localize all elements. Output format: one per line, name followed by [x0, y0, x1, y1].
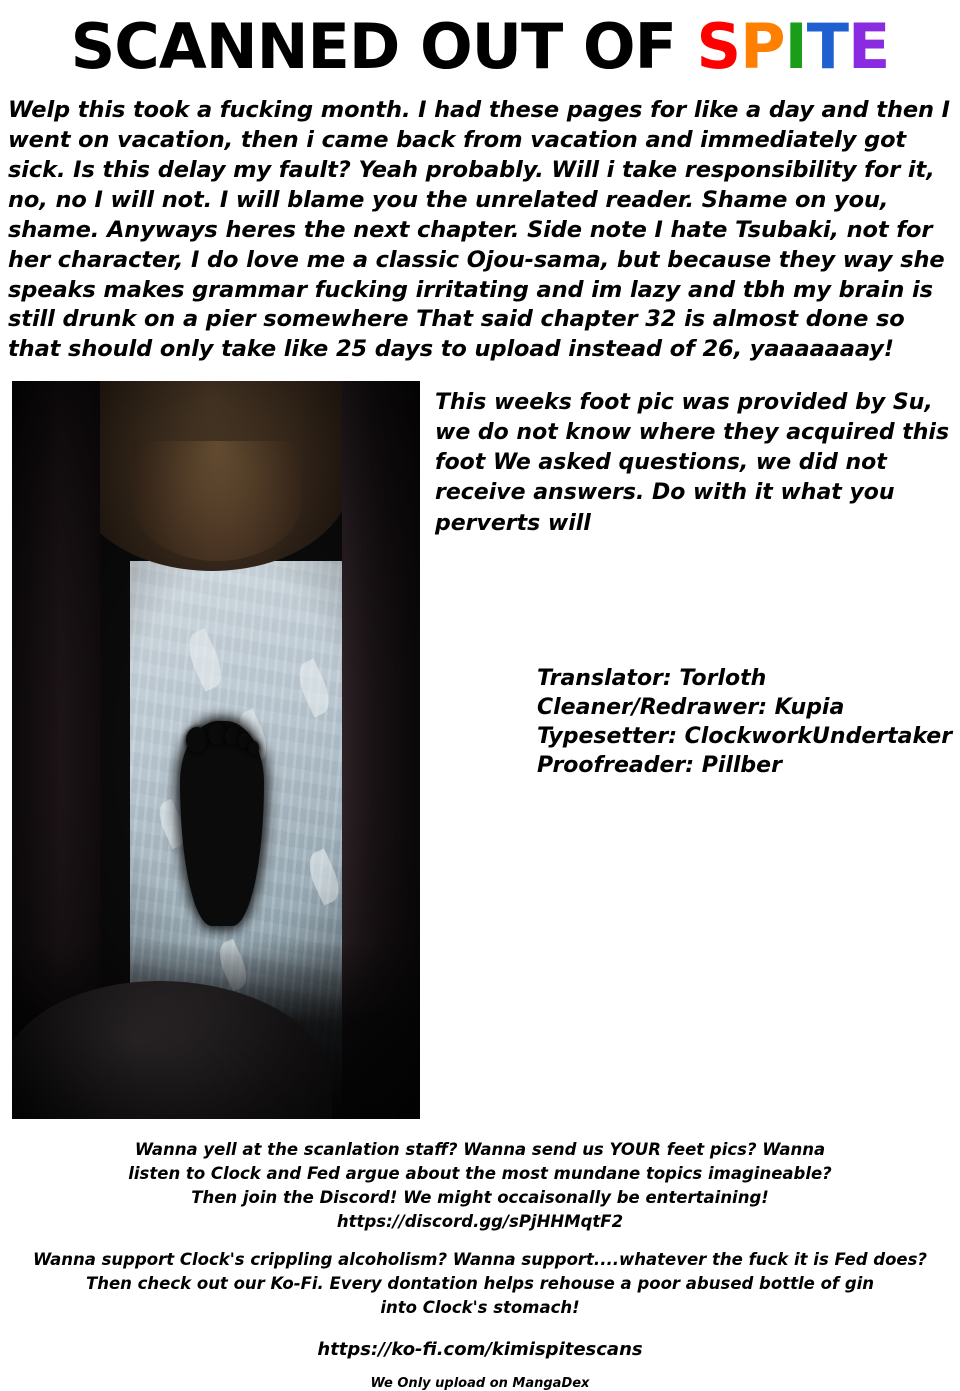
- photo-vignette: [12, 381, 420, 1119]
- kofi-pitch: [0, 1248, 960, 1320]
- kofi-link[interactable]: https://ko-fi.com/kimispitescans: [317, 1339, 643, 1361]
- kofi-line-3: into Clock's stomach!: [380, 1297, 580, 1317]
- discord-link[interactable]: https://discord.gg/sPjHHMqtF2: [336, 1211, 624, 1231]
- title-rainbow-letter: P: [740, 10, 785, 83]
- discord-pitch: [0, 1138, 960, 1234]
- intro-paragraph: Welp this took a fucking month. I had these pages for like a day and then I went on vacation, then i came back from vacation and immediately got sick. Is this delay my fault? Yeah probably. Will i take responsibility for it, no, no I will not. I will blame you the unrelated reader. Shame on you, shame. Anyways heres the next chapter. Side note I hate Tsubaki, not for her character, I do love me a classic Ojou-sama, but because they way she speaks makes grammar fucking irritating and im lazy and tbh my brain is still drunk on a pier somewhere That said chapter 32 is almost done so that should only take like 25 days to upload instead of 26, yaaaaaaay!: [8, 97, 950, 363]
- discord-line-2: listen to Clock and Fed argue about the most mundane topics imagineable?: [128, 1163, 832, 1183]
- title-rainbow-text: [697, 10, 890, 83]
- credit-cleaner: Cleaner/Redrawer: Kupia: [537, 695, 845, 721]
- credit-proofreader: Proofreader: Pillber: [537, 753, 782, 779]
- credits-block: [537, 664, 957, 780]
- title-rainbow-letter: T: [806, 10, 848, 83]
- page-title: [0, 10, 960, 83]
- discord-line-3: Then join the Discord! We might occaisonally be entertaining!: [191, 1187, 769, 1207]
- title-rainbow-letter: E: [848, 10, 890, 83]
- kofi-line-1: Wanna support Clock's crippling alcoholism? Wanna support....whatever the fuck it is Fed does?: [33, 1249, 927, 1269]
- title-rainbow-letter: S: [696, 10, 741, 83]
- title-rainbow-letter: I: [784, 10, 807, 83]
- credit-typesetter: Typesetter: ClockworkUndertaker: [537, 724, 953, 750]
- credit-translator: Translator: Torloth: [537, 666, 767, 691]
- foot-photo: [12, 381, 420, 1119]
- mangadex-note: We Only upload on MangaDex: [370, 1376, 590, 1391]
- kofi-line-2: Then check out our Ko-Fi. Every dontation helps rehouse a poor abused bottle of gin: [85, 1273, 875, 1293]
- footer-block: [0, 1138, 960, 1391]
- discord-line-1: Wanna yell at the scanlation staff? Wanna send us YOUR feet pics? Wanna: [134, 1140, 826, 1159]
- photo-caption: This weeks foot pic was provided by Su, we do not know where they acquired this foot We asked questions, we did not receive answers. Do with it what you perverts will: [435, 390, 950, 536]
- title-plain-text: SCANNED OUT OF: [70, 10, 697, 83]
